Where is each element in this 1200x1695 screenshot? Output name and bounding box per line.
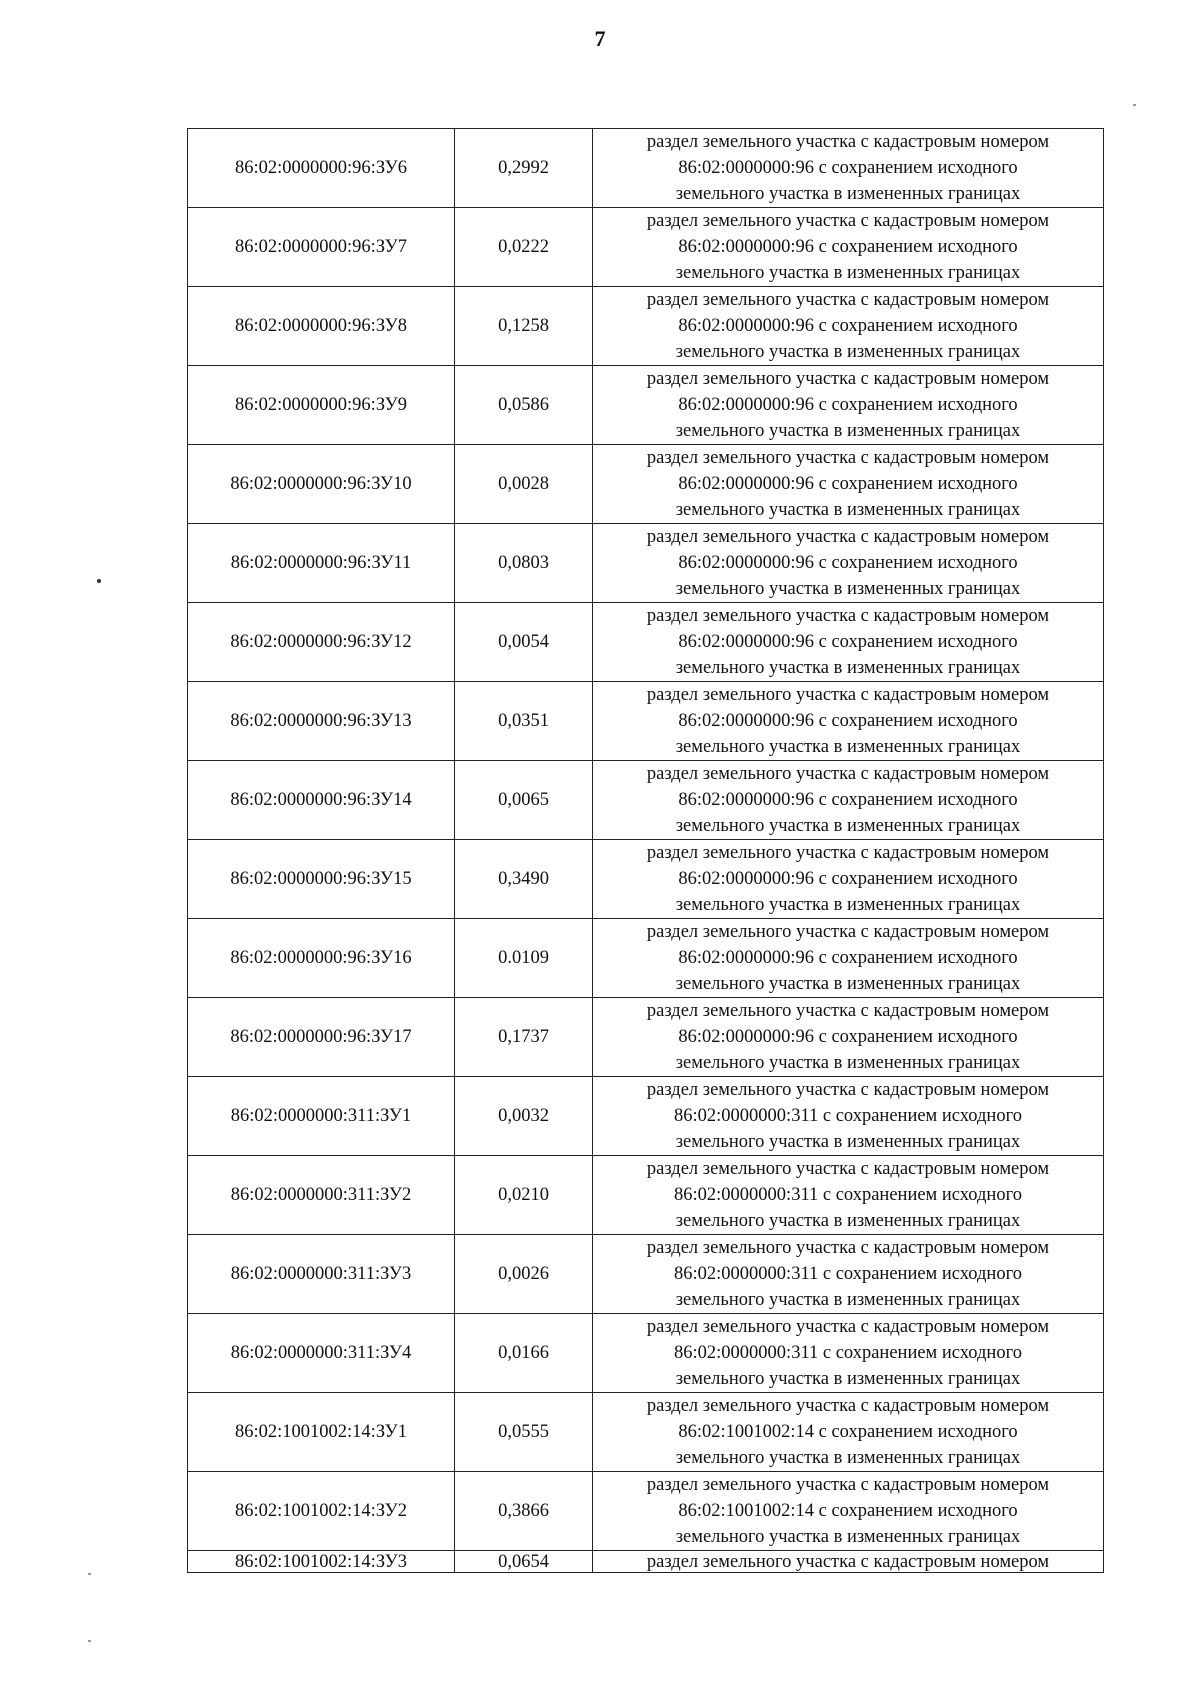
- description-line: земельного участка в измененных границах: [675, 1369, 1021, 1389]
- parcel-cadastral-id: 86:02:0000000:96:ЗУ9: [188, 366, 455, 445]
- description-line: земельного участка в измененных границах: [675, 1211, 1021, 1231]
- description-line: раздел земельного участка с кадастровым номером: [646, 1552, 1050, 1572]
- parcel-cadastral-id: 86:02:0000000:96:ЗУ14: [188, 761, 455, 840]
- parcel-cadastral-id: 86:02:1001002:14:ЗУ1: [188, 1393, 455, 1472]
- page-number: 7: [594, 26, 606, 51]
- parcel-cadastral-id: 86:02:0000000:96:ЗУ6: [188, 129, 455, 208]
- parcel-cadastral-id: 86:02:0000000:96:ЗУ16: [188, 919, 455, 998]
- parcel-description: [593, 366, 1104, 445]
- scan-speck: [88, 1573, 91, 1575]
- description-line: 86:02:0000000:311 с сохранением исходного: [674, 1185, 1022, 1205]
- description-line: раздел земельного участка с кадастровым номером: [646, 527, 1050, 547]
- table-row: [188, 524, 1104, 603]
- description-line: 86:02:0000000:96 с сохранением исходного: [678, 869, 1018, 889]
- table-row: [188, 366, 1104, 445]
- parcel-area: 0,0210: [455, 1156, 593, 1235]
- parcel-area: 0,0166: [455, 1314, 593, 1393]
- table-row: [188, 445, 1104, 524]
- parcel-area: 0,1258: [455, 287, 593, 366]
- scan-speck: [88, 1640, 91, 1642]
- parcel-cadastral-id: 86:02:0000000:96:ЗУ11: [188, 524, 455, 603]
- parcel-cadastral-id: 86:02:0000000:96:ЗУ8: [188, 287, 455, 366]
- parcel-description: [593, 1156, 1104, 1235]
- parcel-area: 0,0586: [455, 366, 593, 445]
- table-row: [188, 1077, 1104, 1156]
- description-line: земельного участка в измененных границах: [675, 342, 1021, 362]
- parcel-cadastral-id: 86:02:0000000:311:ЗУ2: [188, 1156, 455, 1235]
- description-line: 86:02:0000000:96 с сохранением исходного: [678, 790, 1018, 810]
- parcel-description: [593, 129, 1104, 208]
- description-line: земельного участка в измененных границах: [675, 737, 1021, 757]
- description-line: 86:02:0000000:96 с сохранением исходного: [678, 474, 1018, 494]
- parcel-description: [593, 287, 1104, 366]
- table-row: [188, 998, 1104, 1077]
- parcel-description: [593, 445, 1104, 524]
- parcel-cadastral-id: 86:02:1001002:14:ЗУ3: [188, 1551, 455, 1573]
- scan-speck: [97, 579, 101, 583]
- description-line: 86:02:1001002:14 с сохранением исходного: [678, 1422, 1018, 1442]
- parcel-cadastral-id: 86:02:0000000:311:ЗУ4: [188, 1314, 455, 1393]
- parcel-area: 0,0028: [455, 445, 593, 524]
- description-line: земельного участка в измененных границах: [675, 500, 1021, 520]
- description-line: земельного участка в измененных границах: [675, 658, 1021, 678]
- parcel-description: [593, 1235, 1104, 1314]
- description-line: земельного участка в измененных границах: [675, 974, 1021, 994]
- table-row: [188, 1156, 1104, 1235]
- description-line: земельного участка в измененных границах: [675, 816, 1021, 836]
- table-row: [188, 682, 1104, 761]
- table-row: [188, 761, 1104, 840]
- parcel-area: 0,1737: [455, 998, 593, 1077]
- description-line: раздел земельного участка с кадастровым номером: [646, 1396, 1050, 1416]
- description-line: земельного участка в измененных границах: [675, 1053, 1021, 1073]
- description-line: 86:02:0000000:96 с сохранением исходного: [678, 316, 1018, 336]
- description-line: земельного участка в измененных границах: [675, 1132, 1021, 1152]
- parcel-cadastral-id: 86:02:0000000:96:ЗУ7: [188, 208, 455, 287]
- description-line: 86:02:0000000:96 с сохранением исходного: [678, 711, 1018, 731]
- description-line: раздел земельного участка с кадастровым номером: [646, 1317, 1050, 1337]
- parcel-area: 0,0555: [455, 1393, 593, 1472]
- parcel-cadastral-id: 86:02:0000000:96:ЗУ15: [188, 840, 455, 919]
- parcel-description: [593, 919, 1104, 998]
- description-line: 86:02:0000000:311 с сохранением исходного: [674, 1106, 1022, 1126]
- description-line: земельного участка в измененных границах: [675, 263, 1021, 283]
- parcel-description: [593, 208, 1104, 287]
- parcel-area: 0,0803: [455, 524, 593, 603]
- description-line: земельного участка в измененных границах: [675, 184, 1021, 204]
- parcel-description: [593, 1472, 1104, 1551]
- description-line: раздел земельного участка с кадастровым номером: [646, 922, 1050, 942]
- parcel-description: [593, 1551, 1104, 1573]
- table-row: [188, 840, 1104, 919]
- parcel-description: [593, 998, 1104, 1077]
- parcel-description: [593, 1393, 1104, 1472]
- table-row: [188, 129, 1104, 208]
- description-line: раздел земельного участка с кадастровым номером: [646, 1238, 1050, 1258]
- parcel-area: 0,2992: [455, 129, 593, 208]
- parcel-description: [593, 1077, 1104, 1156]
- description-line: 86:02:0000000:96 с сохранением исходного: [678, 632, 1018, 652]
- description-line: земельного участка в измененных границах: [675, 1527, 1021, 1547]
- parcel-cadastral-id: 86:02:0000000:96:ЗУ13: [188, 682, 455, 761]
- description-line: раздел земельного участка с кадастровым номером: [646, 1475, 1050, 1495]
- table-row: [188, 919, 1104, 998]
- parcel-cadastral-id: 86:02:0000000:311:ЗУ1: [188, 1077, 455, 1156]
- parcel-area: 0,0351: [455, 682, 593, 761]
- parcel-area: 0,3490: [455, 840, 593, 919]
- parcel-cadastral-id: 86:02:1001002:14:ЗУ2: [188, 1472, 455, 1551]
- table-row: [188, 1235, 1104, 1314]
- scan-speck: [1133, 104, 1136, 106]
- description-line: земельного участка в измененных границах: [675, 1448, 1021, 1468]
- table-row: [188, 208, 1104, 287]
- description-line: раздел земельного участка с кадастровым номером: [646, 843, 1050, 863]
- description-line: раздел земельного участка с кадастровым номером: [646, 290, 1050, 310]
- parcel-cadastral-id: 86:02:0000000:96:ЗУ12: [188, 603, 455, 682]
- parcel-cadastral-id: 86:02:0000000:96:ЗУ10: [188, 445, 455, 524]
- parcel-area: 0,0654: [455, 1551, 593, 1573]
- description-line: раздел земельного участка с кадастровым номером: [646, 211, 1050, 231]
- table-row: [188, 287, 1104, 366]
- parcels-table: [187, 128, 1104, 1573]
- parcel-description: [593, 761, 1104, 840]
- table-row: [188, 1472, 1104, 1551]
- description-line: 86:02:0000000:96 с сохранением исходного: [678, 1027, 1018, 1047]
- description-line: 86:02:1001002:14 с сохранением исходного: [678, 1501, 1018, 1521]
- parcel-area: 0,0054: [455, 603, 593, 682]
- parcel-description: [593, 524, 1104, 603]
- description-line: земельного участка в измененных границах: [675, 895, 1021, 915]
- parcel-area: 0,0032: [455, 1077, 593, 1156]
- description-line: раздел земельного участка с кадастровым номером: [646, 448, 1050, 468]
- description-line: земельного участка в измененных границах: [675, 579, 1021, 599]
- parcels-table-body: [188, 129, 1104, 1573]
- parcel-area: 0,0065: [455, 761, 593, 840]
- description-line: земельного участка в измененных границах: [675, 421, 1021, 441]
- description-line: земельного участка в измененных границах: [675, 1290, 1021, 1310]
- parcel-cadastral-id: 86:02:0000000:96:ЗУ17: [188, 998, 455, 1077]
- description-line: раздел земельного участка с кадастровым номером: [646, 369, 1050, 389]
- table-row: [188, 1393, 1104, 1472]
- table-row: [188, 1314, 1104, 1393]
- table-row: [188, 603, 1104, 682]
- table-row: [188, 1551, 1104, 1573]
- description-line: 86:02:0000000:96 с сохранением исходного: [678, 395, 1018, 415]
- description-line: раздел земельного участка с кадастровым номером: [646, 1080, 1050, 1100]
- parcel-description: [593, 682, 1104, 761]
- description-line: 86:02:0000000:96 с сохранением исходного: [678, 553, 1018, 573]
- parcel-area: 0,3866: [455, 1472, 593, 1551]
- parcel-area: 0,0222: [455, 208, 593, 287]
- description-line: 86:02:0000000:96 с сохранением исходного: [678, 158, 1018, 178]
- description-line: 86:02:0000000:96 с сохранением исходного: [678, 237, 1018, 257]
- description-line: раздел земельного участка с кадастровым номером: [646, 1001, 1050, 1021]
- description-line: 86:02:0000000:311 с сохранением исходного: [674, 1264, 1022, 1284]
- description-line: раздел земельного участка с кадастровым номером: [646, 1159, 1050, 1179]
- description-line: раздел земельного участка с кадастровым номером: [646, 132, 1050, 152]
- parcel-area: 0.0109: [455, 919, 593, 998]
- parcel-description: [593, 1314, 1104, 1393]
- description-line: 86:02:0000000:311 с сохранением исходного: [674, 1343, 1022, 1363]
- parcel-description: [593, 840, 1104, 919]
- parcel-area: 0,0026: [455, 1235, 593, 1314]
- description-line: 86:02:0000000:96 с сохранением исходного: [678, 948, 1018, 968]
- description-line: раздел земельного участка с кадастровым номером: [646, 685, 1050, 705]
- description-line: раздел земельного участка с кадастровым номером: [646, 606, 1050, 626]
- parcel-cadastral-id: 86:02:0000000:311:ЗУ3: [188, 1235, 455, 1314]
- description-line: раздел земельного участка с кадастровым номером: [646, 764, 1050, 784]
- parcel-description: [593, 603, 1104, 682]
